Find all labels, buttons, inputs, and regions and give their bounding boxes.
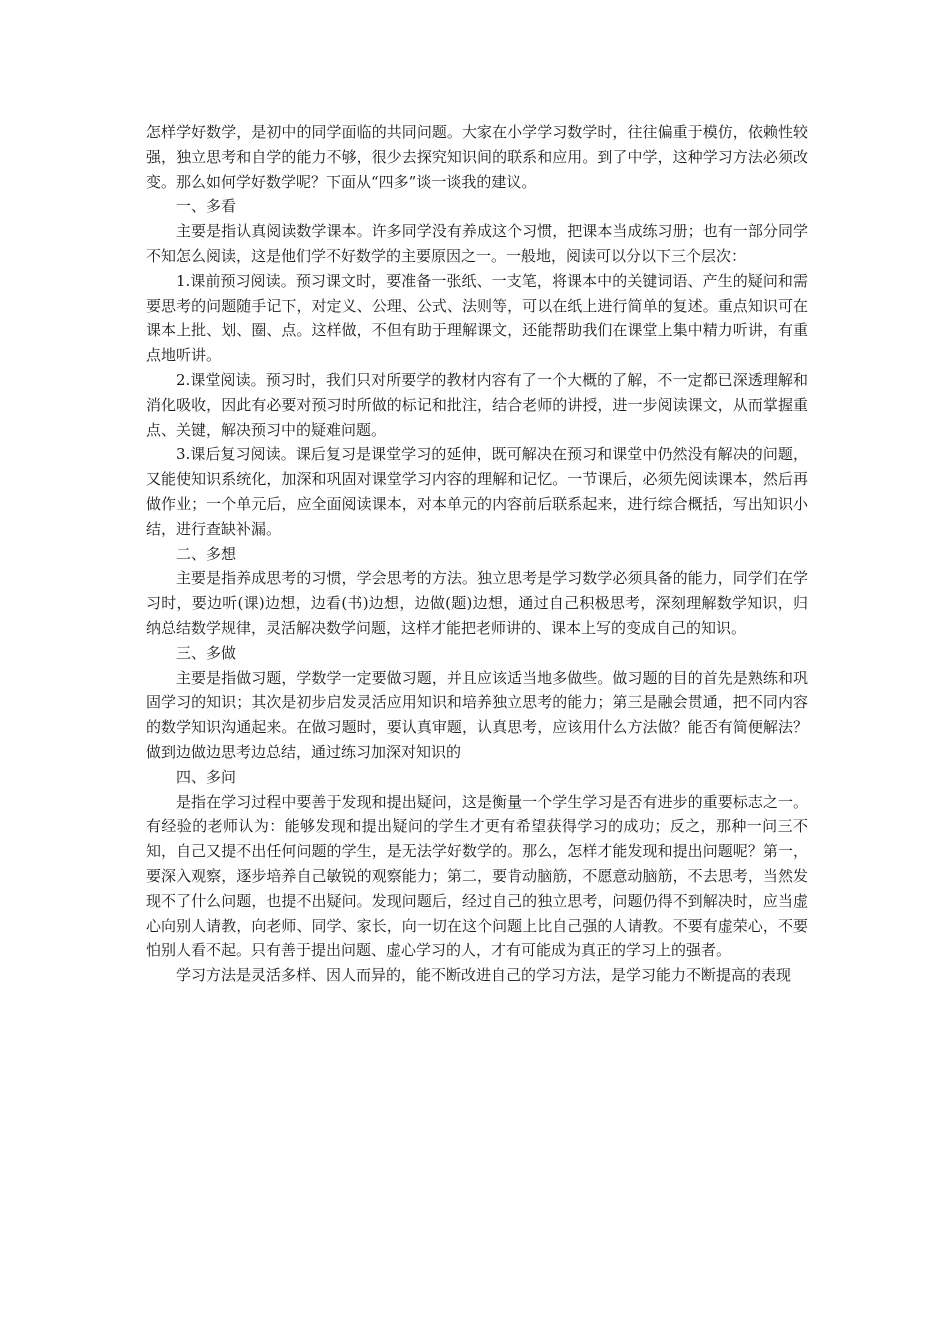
- paragraph-preview-reading: 1.课前预习阅读。预习课文时，要准备一张纸、一支笔，将课本中的关键词语、产生的疑问和需要思考的问题随手记下，对定义、公理、公式、法则等，可以在纸上进行简单的复述。重点知识可在课本上批、划、圈、点。这样做，不但有助于理解课文，还能帮助我们在课堂上集中精力听讲，有重点地听讲。: [146, 271, 808, 365]
- intro-paragraph: 怎样学好数学，是初中的同学面临的共同问题。大家在小学学习数学时，往往偏重于模仿，依赖性较强，独立思考和自学的能力不够，很少去探究知识间的联系和应用。到了中学，这种学习方法必须改变。那么如何学好数学呢？下面从“四多”谈一谈我的建议。: [146, 123, 808, 191]
- paragraph-practice: 主要是指做习题，学数学一定要做习题，并且应该适当地多做些。做习题的目的首先是熟练和巩固学习的知识；其次是初步启发灵活应用知识和培养独立思考的能力；第三是融会贯通，把不同内容的数学知识沟通起来。在做习题时，要认真审题，认真思考，应该用什么方法做？能否有简便解法？做到边做边思考边总结，通过练习加深对知识的: [146, 668, 808, 761]
- closing-paragraph: 学习方法是灵活多样、因人而异的，能不断改进自己的学习方法，是学习能力不断提高的表现: [176, 966, 792, 985]
- paragraph-review-reading: 3.课后复习阅读。课后复习是课堂学习的延伸，既可解决在预习和课堂中仍然没有解决的问题，又能使知识系统化，加深和巩固对课堂学习内容的理解和记忆。一节课后，必须先阅读课本，然后再做作业；一个单元后，应全面阅读课本，对本单元的内容前后联系起来，进行综合概括，写出知识小结，进行查缺补漏。: [146, 445, 808, 538]
- section-heading-think: 二、多想: [176, 544, 237, 563]
- section-heading-look: 一、多看: [176, 197, 237, 216]
- paragraph-ask: 是指在学习过程中要善于发现和提出疑问，这是衡量一个学生学习是否有进步的重要标志之一。有经验的老师认为：能够发现和提出疑问的学生才更有希望获得学习的成功；反之，那种一问三不知，自己又提不出任何问题的学生，是无法学好数学的。那么，怎样才能发现和提出问题呢？第一，要深入观察，逐步培养自己敏锐的观察能力；第二，要肯动脑筋，不愿意动脑筋，不去思考，当然发现不了什么问题，也提不出疑问。发现问题后，经过自己的独立思考，问题仍得不到解决时，应当虚心向别人请教，向老师、同学、家长，向一切在这个问题上比自己强的人请教。不要有虚荣心，不要怕别人看不起。只有善于提出问题、虚心学习的人，才有可能成为真正的学习上的强者。: [146, 792, 808, 960]
- section-heading-practice: 三、多做: [176, 643, 237, 662]
- paragraph-class-reading: 2.课堂阅读。预习时，我们只对所要学的教材内容有了一个大概的了解，不一定都已深透理解和消化吸收，因此有必要对预习时所做的标记和批注，结合老师的讲授，进一步阅读课文，从而掌握重点、关键，解决预习中的疑难问题。: [146, 370, 808, 439]
- paragraph-look-summary: 主要是指认真阅读数学课本。许多同学没有养成这个习惯，把课本当成练习册；也有一部分同学不知怎么阅读，这是他们学不好数学的主要原因之一。一般地，阅读可以分以下三个层次：: [146, 222, 808, 265]
- paragraph-think: 主要是指养成思考的习惯，学会思考的方法。独立思考是学习数学必须具备的能力，同学们在学习时，要边听(课)边想，边看(书)边想，边做(题)边想，通过自己积极思考，深刻理解数学知识，归纳总结数学规律，灵活解决数学问题，这样才能把老师讲的、课本上写的变成自己的知识。: [146, 569, 808, 637]
- document-body: [146, 120, 808, 988]
- section-heading-ask: 四、多问: [176, 767, 237, 786]
